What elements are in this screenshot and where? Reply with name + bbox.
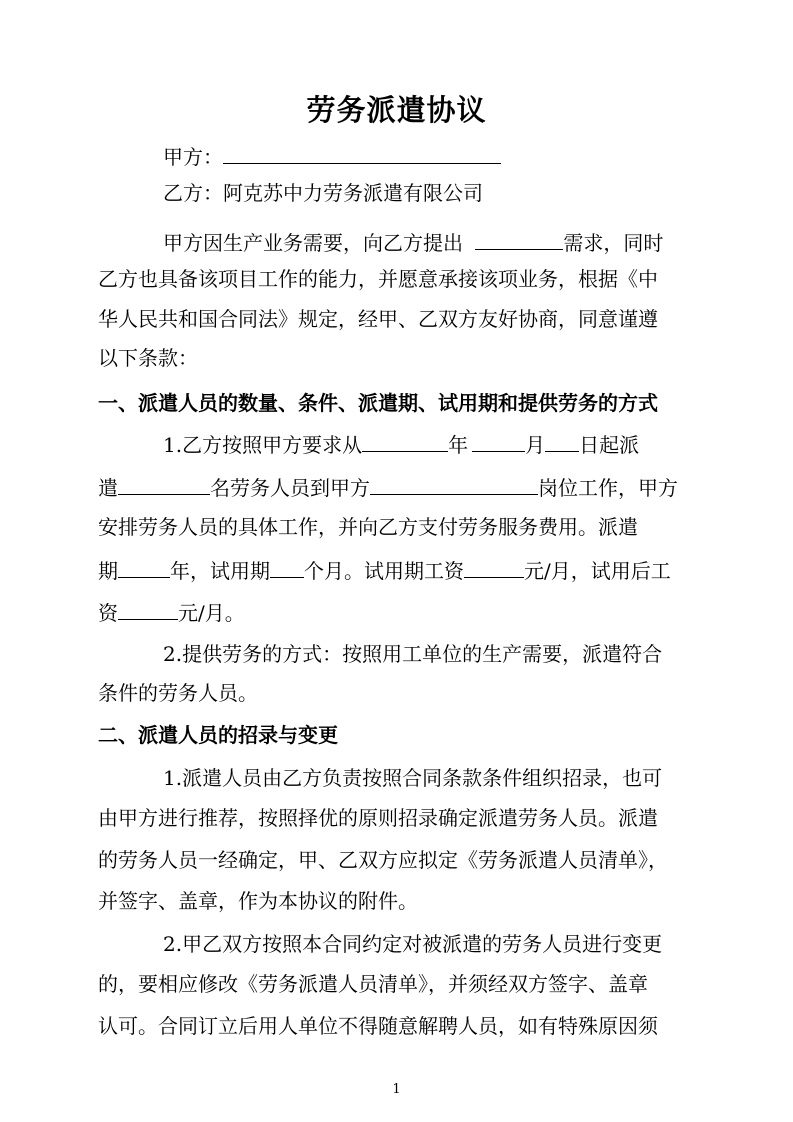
s1p2-line-2: 条件的劳务人员。 — [98, 681, 258, 705]
probation-months-blank[interactable] — [270, 555, 304, 578]
s1p1-text-4b: 年，试用期 — [170, 559, 270, 583]
s1p1-text-1d: 日起派 — [579, 433, 640, 457]
s1p1-text-4a: 期 — [98, 559, 118, 583]
s1p1-text-2b: 名劳务人员到甲方 — [210, 476, 370, 500]
section1-heading: 一、派遣人员的数量、条件、派遣期、试用期和提供劳务的方式 — [98, 391, 658, 415]
s1p2-line-1: 2.提供劳务的方式：按照用工单位的生产需要，派遣符合 — [163, 642, 663, 666]
party-a-blank[interactable] — [223, 141, 501, 164]
regular-wage-blank[interactable] — [118, 597, 178, 620]
s2p2-line-2: 的，要相应修改《劳务派遣人员清单》，并须经双方签字、盖章 — [98, 972, 648, 996]
start-year-blank[interactable] — [362, 429, 448, 452]
s1p1-text-5b: 元/月。 — [178, 601, 245, 625]
party-b-line: 乙方：阿克苏中力劳务派遣有限公司 — [163, 181, 483, 205]
dispatch-years-blank[interactable] — [118, 555, 170, 578]
s1p1-text-1b: 年 — [448, 433, 469, 457]
s1p1-text-4d: 元/月，试用后工 — [524, 559, 671, 583]
worker-count-blank[interactable] — [118, 472, 210, 495]
intro-text-1b: 需求，同时 — [563, 231, 664, 255]
party-a-label: 甲方： — [163, 145, 223, 169]
s1p1-text-4c: 个月。试用期工资 — [304, 559, 464, 583]
s1p1-text-2a: 遣 — [98, 476, 118, 500]
s2p1-line-3: 的劳务人员一经确定，甲、乙双方应拟定《劳务派遣人员清单》， — [98, 848, 668, 872]
intro-line-2: 乙方也具备该项目工作的能力，并愿意承接该项业务，根据《中 — [98, 267, 658, 291]
s1p1-text-1a: 1.乙方按照甲方要求从 — [163, 433, 363, 457]
party-a-line — [163, 141, 501, 171]
s2p1-line-2: 由甲方进行推荐，按照择优的原则招录确定派遣劳务人员。派遣 — [98, 806, 658, 830]
s1p1-text-5a: 资 — [98, 601, 118, 625]
s2p2-line-1: 2.甲乙双方按照本合同约定对被派遣的劳务人员进行变更 — [163, 932, 663, 956]
intro-line-1 — [163, 227, 663, 257]
s1p1-text-2c: 岗位工作，甲方 — [538, 476, 678, 500]
page-number: 1 — [392, 1082, 401, 1097]
s2p2-line-3: 认可。合同订立后用人单位不得随意解聘人员，如有特殊原因须 — [98, 1014, 658, 1038]
s2p1-line-4: 并签字、盖章，作为本协议的附件。 — [98, 889, 418, 913]
document-title: 劳务派遣协议 — [306, 93, 487, 127]
start-month-blank[interactable] — [472, 429, 525, 452]
section2-heading: 二、派遣人员的招录与变更 — [98, 723, 338, 747]
s1p1-line-3: 安排劳务人员的具体工作，并向乙方支付劳务服务费用。派遣 — [98, 515, 638, 539]
demand-blank[interactable] — [475, 227, 563, 250]
s2p1-line-1: 1.派遣人员由乙方负责按照合同条款条件组织招录，也可 — [163, 766, 663, 790]
s1p1-line-2 — [98, 472, 678, 502]
s1p1-text-1c: 月 — [525, 433, 546, 457]
s1p1-line-1 — [163, 429, 639, 459]
start-day-blank[interactable] — [545, 429, 579, 452]
intro-line-4: 以下条款： — [98, 346, 198, 370]
s1p1-line-5 — [98, 597, 245, 627]
probation-wage-blank[interactable] — [464, 555, 524, 578]
position-blank[interactable] — [370, 472, 538, 495]
intro-line-3: 华人民共和国合同法》规定，经甲、乙双方友好协商，同意谨遵 — [98, 307, 658, 331]
s1p1-line-4 — [98, 555, 671, 585]
intro-text-1a: 甲方因生产业务需要，向乙方提出 — [163, 231, 463, 255]
